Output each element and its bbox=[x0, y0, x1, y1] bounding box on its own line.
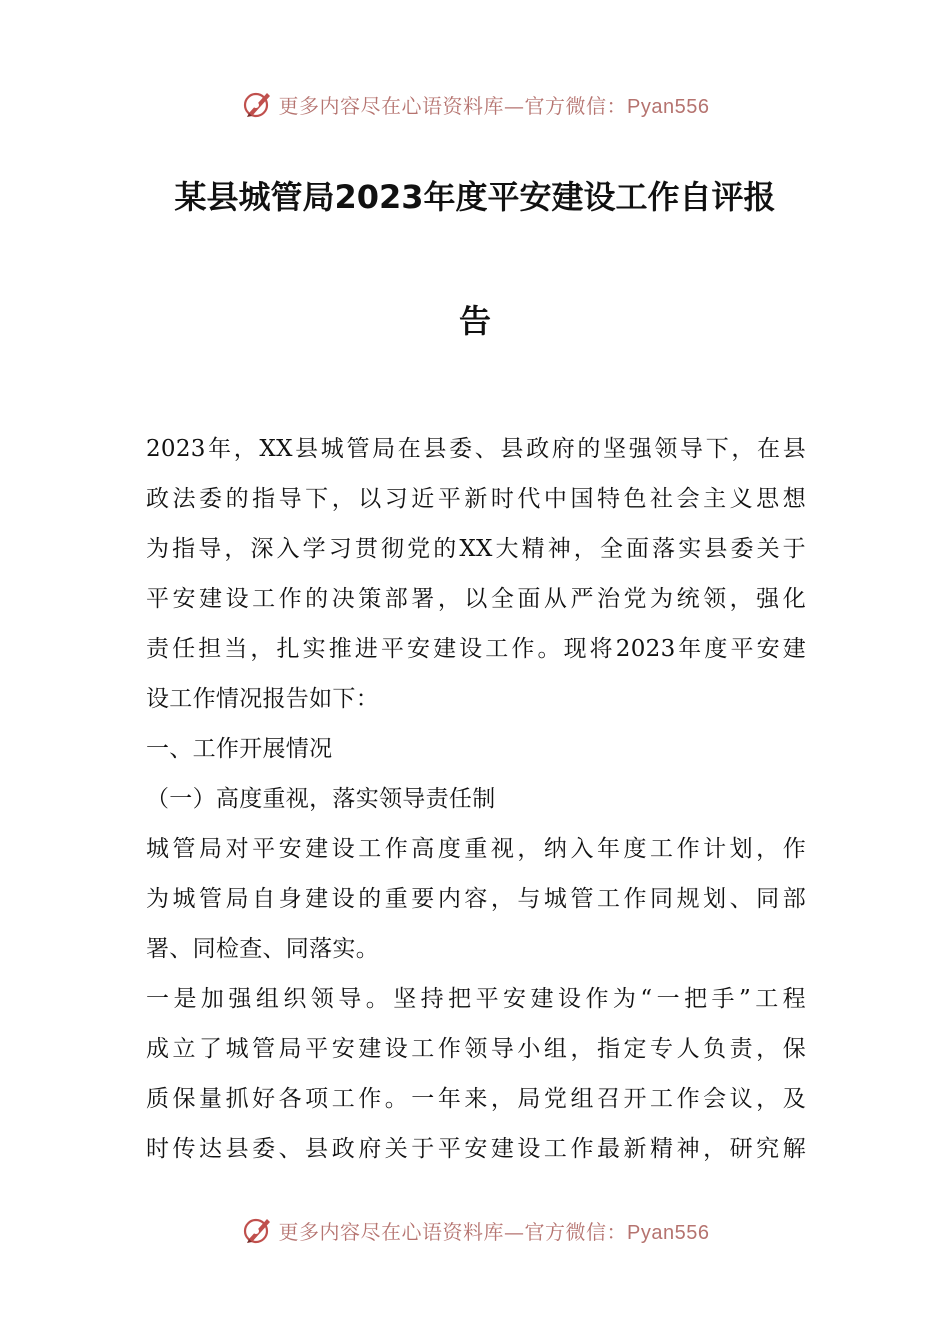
body-line: 时传达县委、县政府关于平安建设工作最新精神，研究解 bbox=[146, 1136, 806, 1162]
body-line: 政法委的指导下，以习近平新时代中国特色社会主义思想 bbox=[146, 486, 806, 512]
body-line: 为指导，深入学习贯彻党的XX大精神，全面落实县委关于 bbox=[146, 536, 806, 562]
document-title-line-2: 告 bbox=[458, 302, 491, 340]
body-line: 责任担当，扎实推进平安建设工作。现将2023年度平安建 bbox=[146, 636, 806, 662]
body-line: 平安建设工作的决策部署，以全面从严治党为统领，强化 bbox=[146, 586, 806, 612]
subsection-heading: （一）高度重视，落实领导责任制 bbox=[146, 786, 496, 812]
watermark-text: 更多内容尽在心语资料库—官方微信：Pyan556 bbox=[278, 93, 710, 118]
section-heading: 一、工作开展情况 bbox=[146, 736, 333, 762]
header-watermark bbox=[0, 84, 950, 124]
footer-watermark bbox=[0, 1210, 950, 1250]
body-line: 质保量抓好各项工作。一年来，局党组召开工作会议，及 bbox=[146, 1086, 806, 1112]
pen-logo-icon bbox=[241, 1213, 275, 1247]
body-line: 署、同检查、同落实。 bbox=[146, 936, 379, 962]
watermark-id: Pyan556 bbox=[627, 95, 710, 118]
pen-logo-icon bbox=[241, 87, 275, 121]
watermark-text: 更多内容尽在心语资料库—官方微信：Pyan556 bbox=[278, 1219, 710, 1244]
body-line: 一是加强组织领导。坚持把平安建设作为“一把手”工程 bbox=[146, 986, 806, 1012]
body-line: 设工作情况报告如下： bbox=[146, 686, 379, 712]
body-line: 城管局对平安建设工作高度重视，纳入年度工作计划，作 bbox=[146, 836, 806, 862]
document-body bbox=[146, 428, 806, 1178]
watermark-id: Pyan556 bbox=[627, 1221, 710, 1244]
body-line: 2023年，XX县城管局在县委、县政府的坚强领导下，在县 bbox=[146, 436, 806, 462]
body-line: 为城管局自身建设的重要内容，与城管工作同规划、同部 bbox=[146, 886, 806, 912]
document-title-line-1: 某县城管局2023年度平安建设工作自评报 bbox=[174, 178, 776, 216]
body-line: 成立了城管局平安建设工作领导小组，指定专人负责，保 bbox=[146, 1036, 806, 1062]
